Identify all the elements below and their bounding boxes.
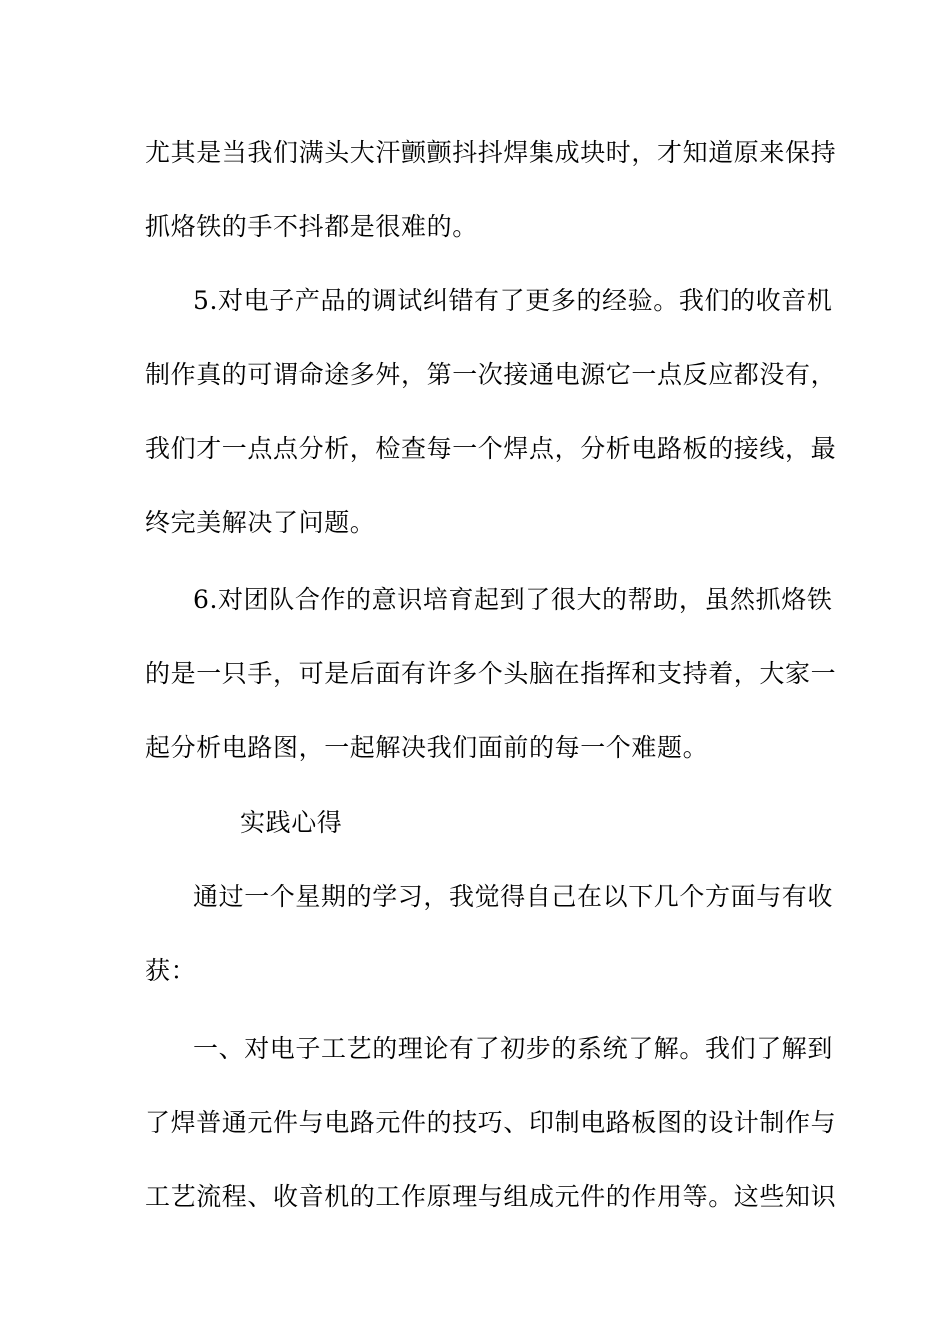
paragraph-line: 5.对电子产品的调试纠错有了更多的经验。我们的收音机 <box>193 286 833 315</box>
paragraph-line: 一、对电子工艺的理论有了初步的系统了解。我们了解到 <box>193 1034 834 1063</box>
paragraph-line: 了焊普通元件与电路元件的技巧、印制电路板图的设计制作与 <box>145 1108 837 1137</box>
paragraph-line: 6.对团队合作的意识培育起到了很大的帮助，虽然抓烙铁 <box>193 585 833 614</box>
paragraph-line: 工艺流程、收音机的工作原理与组成元件的作用等。这些知识 <box>145 1182 837 1211</box>
paragraph-line: 通过一个星期的学习，我觉得自己在以下几个方面与有收 <box>193 882 834 911</box>
section-heading: 实践心得 <box>240 808 343 837</box>
paragraph-line: 的是一只手，可是后面有许多个头脑在指挥和支持着，大家一 <box>145 659 837 688</box>
paragraph-line: 我们才一点点分析，检查每一个焊点，分析电路板的接线，最 <box>145 434 837 463</box>
paragraph-line: 尤其是当我们满头大汗颤颤抖抖焊集成块时，才知道原来保持 <box>145 138 837 167</box>
paragraph-line: 终完美解决了问题。 <box>145 508 376 537</box>
paragraph-line: 起分析电路图，一起解决我们面前的每一个难题。 <box>145 733 709 762</box>
paragraph-line: 抓烙铁的手不抖都是很难的。 <box>145 212 478 241</box>
paragraph-line: 获： <box>145 956 197 985</box>
paragraph-line: 制作真的可谓命途多舛，第一次接通电源它一点反应都没有， <box>145 360 837 389</box>
